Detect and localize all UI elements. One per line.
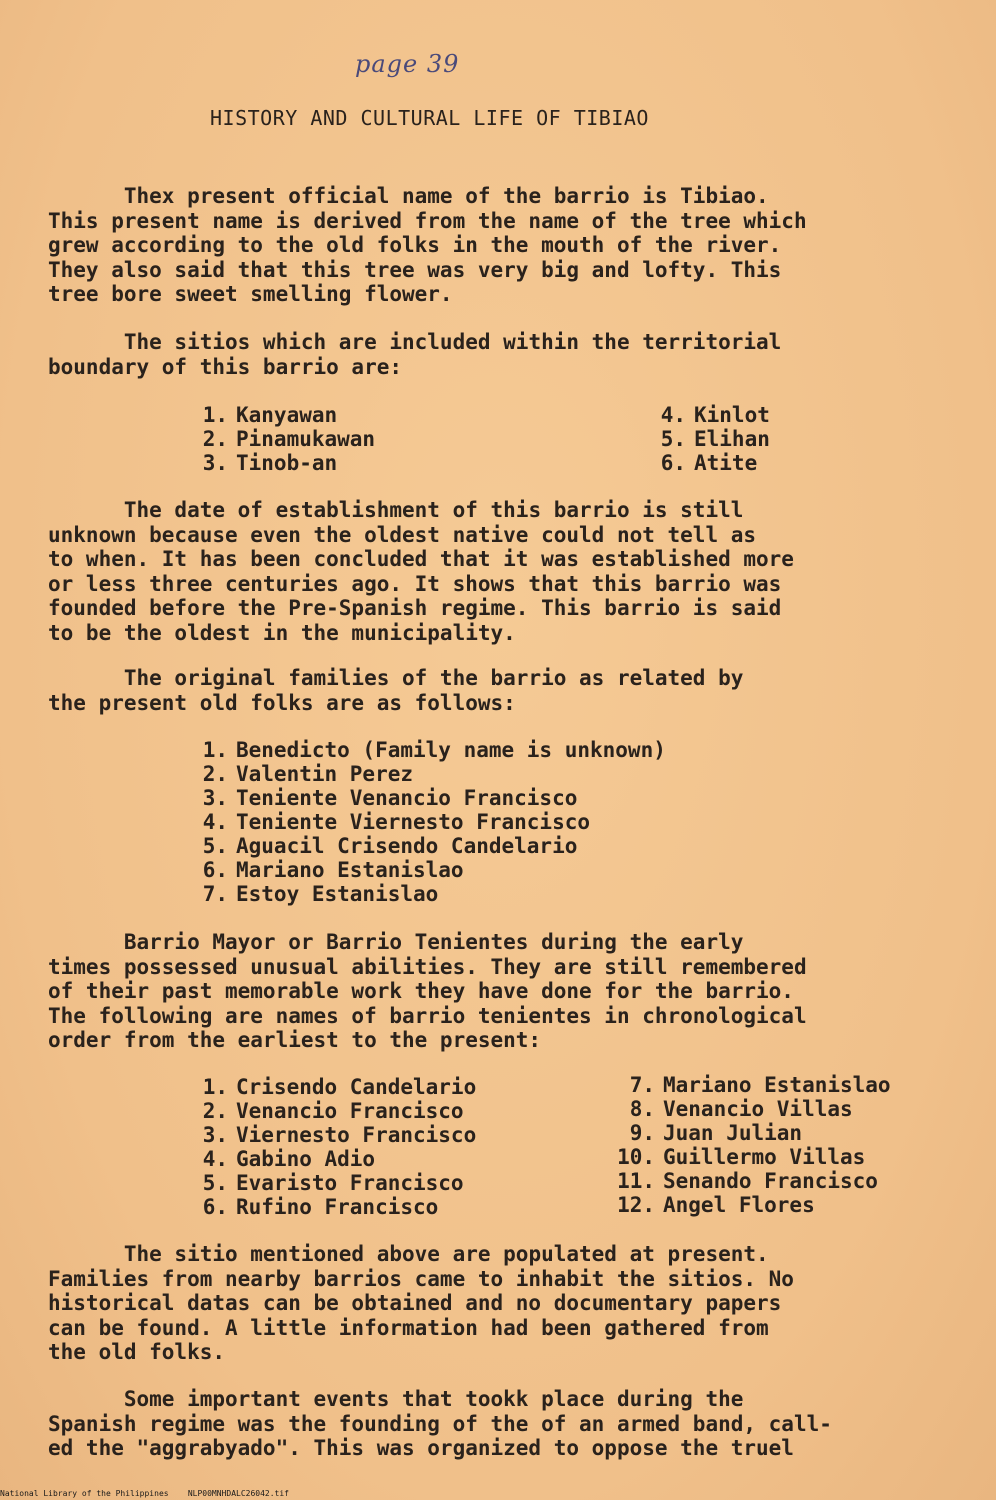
list-item bbox=[170, 786, 666, 810]
list-item-name: Kinlot bbox=[694, 403, 770, 427]
list-item-number: 3. bbox=[202, 786, 228, 810]
text-line: ed the "aggrabyado". This was organized to oppose the truel bbox=[48, 1436, 794, 1460]
list-item-number: 6. bbox=[202, 858, 228, 882]
list-item-number: 5. bbox=[202, 1171, 228, 1195]
list-item-name: Mariano Estanislao bbox=[663, 1073, 891, 1097]
list-item-number: 1. bbox=[202, 403, 228, 427]
list-item-number: 5. bbox=[660, 427, 686, 451]
paragraph-families-intro bbox=[48, 666, 928, 715]
text-line: times possessed unusual abilities. They are still remembered bbox=[48, 954, 807, 979]
list-item bbox=[170, 403, 375, 427]
list-item-name: Valentin Perez bbox=[236, 762, 414, 786]
list-item bbox=[583, 1121, 891, 1145]
list-item-name: Rufino Francisco bbox=[236, 1195, 439, 1219]
handwritten-page-number: page 39 bbox=[355, 50, 460, 78]
list-item-name: Guillermo Villas bbox=[663, 1145, 866, 1169]
list-item bbox=[628, 427, 770, 451]
sitios-list-left bbox=[170, 403, 375, 475]
list-item-number: 1. bbox=[202, 738, 228, 762]
text-line: Spanish regime was the founding of the of an armed band, call- bbox=[48, 1411, 832, 1436]
list-item-name: Aguacil Crisendo Candelario bbox=[236, 834, 578, 858]
list-item-number: 7. bbox=[629, 1073, 655, 1097]
list-item-number: 8. bbox=[629, 1097, 655, 1121]
list-item-name: Evaristo Francisco bbox=[236, 1171, 464, 1195]
sitios-list-right bbox=[628, 403, 770, 475]
list-item-name: Tinob-an bbox=[236, 451, 338, 475]
paragraph-sitios-intro bbox=[48, 330, 928, 379]
text-line: They also said that this tree was very big and lofty. This bbox=[48, 257, 782, 282]
text-line: The sitio mentioned above are populated at present. bbox=[48, 1242, 769, 1266]
tenientes-list-right bbox=[583, 1073, 891, 1217]
list-item-name: Juan Julian bbox=[663, 1121, 803, 1145]
list-item-number: 2. bbox=[202, 427, 228, 451]
list-item-number: 12. bbox=[617, 1193, 655, 1217]
paragraph-name-origin bbox=[48, 184, 928, 307]
list-item bbox=[170, 1147, 476, 1171]
families-list bbox=[170, 738, 666, 906]
paragraph-sitios-populated bbox=[48, 1242, 928, 1365]
text-line: Barrio Mayor or Barrio Tenientes during the early bbox=[48, 930, 744, 954]
list-item-name: Viernesto Francisco bbox=[236, 1123, 477, 1147]
list-item-number: 3. bbox=[202, 451, 228, 475]
text-line: historical datas can be obtained and no documentary papers bbox=[48, 1291, 782, 1315]
list-item-name: Venancio Francisco bbox=[236, 1099, 464, 1123]
list-item-number: 4. bbox=[202, 1147, 228, 1171]
list-item bbox=[170, 882, 666, 906]
text-line: or less three centuries ago. It shows that this barrio was bbox=[48, 571, 782, 596]
list-item-number: 10. bbox=[617, 1145, 655, 1169]
text-line: The original families of the barrio as related by bbox=[48, 666, 744, 690]
text-line: Families from nearby barrios came to inhabit the sitios. No bbox=[48, 1266, 794, 1291]
text-line: Some important events that tookk place during the bbox=[48, 1387, 744, 1411]
list-item bbox=[170, 834, 666, 858]
list-item-number: 6. bbox=[202, 1195, 228, 1219]
list-item bbox=[583, 1169, 891, 1193]
list-item-name: Benedicto (Family name is unknown) bbox=[236, 738, 666, 762]
paragraph-establishment bbox=[48, 498, 928, 645]
text-line: Thex present official name of the barrio is Tibiao. bbox=[48, 184, 769, 208]
list-item-name: Elihan bbox=[694, 427, 770, 451]
list-item bbox=[583, 1097, 891, 1121]
text-line: order from the earliest to the present: bbox=[48, 1028, 542, 1052]
list-item-name: Teniente Venancio Francisco bbox=[236, 786, 578, 810]
text-line: of their past memorable work they have done for the barrio. bbox=[48, 979, 794, 1003]
page-title: HISTORY AND CULTURAL LIFE OF TIBIAO bbox=[210, 106, 649, 130]
list-item-name: Kanyawan bbox=[236, 403, 338, 427]
text-line: unknown because even the oldest native could not tell as bbox=[48, 522, 757, 547]
list-item-name: Senando Francisco bbox=[663, 1169, 878, 1193]
list-item-name: Teniente Viernesto Francisco bbox=[236, 810, 591, 834]
list-item-number: 2. bbox=[202, 762, 228, 786]
tenientes-list-left bbox=[170, 1075, 476, 1219]
text-line: to be the oldest in the municipality. bbox=[48, 620, 516, 645]
text-line: can be found. A little information had been gathered from bbox=[48, 1315, 769, 1340]
text-line: This present name is derived from the name of the tree which bbox=[48, 208, 807, 233]
list-item bbox=[170, 858, 666, 882]
text-line: the present old folks are as follows: bbox=[48, 690, 516, 715]
list-item bbox=[170, 1099, 476, 1123]
list-item-number: 1. bbox=[202, 1075, 228, 1099]
list-item-number: 11. bbox=[617, 1169, 655, 1193]
text-line: The sitios which are included within the territorial bbox=[48, 330, 782, 354]
list-item-name: Venancio Villas bbox=[663, 1097, 853, 1121]
list-item bbox=[170, 738, 666, 762]
list-item-number: 2. bbox=[202, 1099, 228, 1123]
list-item-name: Angel Flores bbox=[663, 1193, 815, 1217]
list-item bbox=[583, 1193, 891, 1217]
list-item bbox=[170, 1123, 476, 1147]
list-item-name: Gabino Adio bbox=[236, 1147, 376, 1171]
list-item bbox=[628, 403, 770, 427]
list-item-number: 6. bbox=[660, 451, 686, 475]
text-line: tree bore sweet smelling flower. bbox=[48, 282, 453, 306]
list-item-number: 4. bbox=[202, 810, 228, 834]
list-item bbox=[628, 451, 770, 475]
list-item-name: Atite bbox=[694, 451, 758, 475]
list-item bbox=[170, 1195, 476, 1219]
paragraph-spanish-regime bbox=[48, 1387, 928, 1461]
list-item-number: 7. bbox=[202, 882, 228, 906]
text-line: The date of establishment of this barrio is still bbox=[48, 498, 744, 522]
text-line: founded before the Pre-Spanish regime. This barrio is said bbox=[48, 596, 782, 620]
list-item bbox=[583, 1073, 891, 1097]
text-line: The following are names of barrio tenientes in chronological bbox=[48, 1003, 807, 1028]
list-item-name: Mariano Estanislao bbox=[236, 858, 464, 882]
text-line: the old folks. bbox=[48, 1340, 226, 1364]
list-item bbox=[170, 1171, 476, 1195]
list-item bbox=[170, 810, 666, 834]
list-item bbox=[583, 1145, 891, 1169]
list-item bbox=[170, 1075, 476, 1099]
text-line: boundary of this barrio are: bbox=[48, 354, 403, 379]
text-line: to when. It has been concluded that it was established more bbox=[48, 547, 794, 571]
list-item-number: 3. bbox=[202, 1123, 228, 1147]
list-item-number: 5. bbox=[202, 834, 228, 858]
text-line: grew according to the old folks in the mouth of the river. bbox=[48, 233, 782, 257]
list-item-name: Crisendo Candelario bbox=[236, 1075, 477, 1099]
list-item-name: Estoy Estanislao bbox=[236, 882, 439, 906]
list-item bbox=[170, 762, 666, 786]
list-item-number: 9. bbox=[629, 1121, 655, 1145]
paragraph-tenientes-intro bbox=[48, 930, 928, 1053]
list-item-number: 4. bbox=[660, 403, 686, 427]
footer-source-label: National Library of the Philippines NLP00MNHDALC26042.tif bbox=[0, 1489, 289, 1498]
list-item-name: Pinamukawan bbox=[236, 427, 376, 451]
list-item bbox=[170, 427, 375, 451]
list-item bbox=[170, 451, 375, 475]
